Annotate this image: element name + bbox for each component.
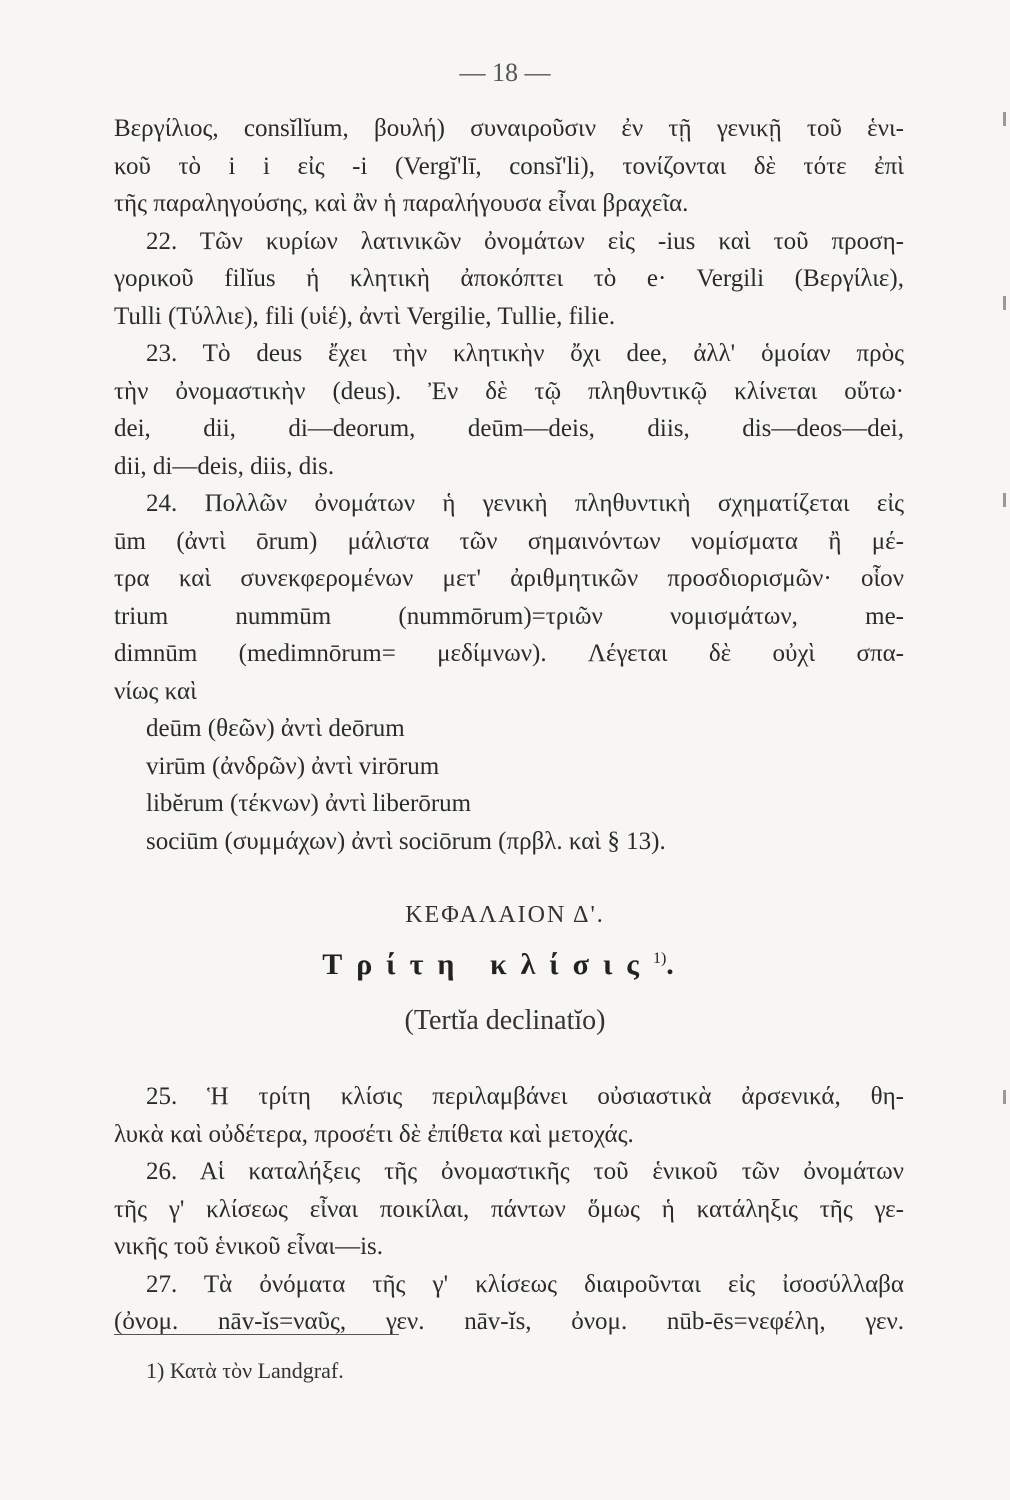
text-line: trium nummūm (nummōrum)=τριῶν νομισμάτων, me- (114, 602, 904, 630)
text-line: τὴν ὀνομαστικὴν (deus). Ἐν δὲ τῷ πληθυντικῷ κλίνεται οὕτω· (114, 377, 904, 405)
footnote (146, 1358, 344, 1384)
paragraph-25-start: 25. Ἡ τρίτη κλίσις περιλαμβάνει οὐσιαστικὰ ἀρσενικά, θη- (146, 1083, 904, 1110)
section-title-text: Τρίτη κλίσις (322, 948, 653, 981)
footnote-text: Κατὰ τὸν Landgraf. (169, 1358, 344, 1383)
paragraph-24-start: 24. Πολλῶν ὀνομάτων ἡ γενικὴ πληθυντικὴ σχηματίζεται εἰς (146, 490, 904, 517)
example-line: sociūm (συμμάχων) ἀντὶ sociōrum (πρβλ. καὶ § 13). (146, 827, 666, 855)
main-text-2 (114, 1078, 904, 1341)
paragraph-26-start: 26. Αἱ καταλήξεις τῆς ὀνομαστικῆς τοῦ ἑνικοῦ τῶν ὀνομάτων (146, 1158, 904, 1185)
text-line: dii, di—deis, diis, dis. (114, 452, 335, 480)
text-line: τῆς γ' κλίσεως εἶναι ποικίλαι, πάντων ὅμως ἡ κατάληξις τῆς γε- (114, 1195, 904, 1223)
text-line: dei, dii, di—deorum, deūm—deis, diis, dis—deos—dei, (114, 415, 904, 442)
text-line: γορικοῦ filĭus ἡ κλητικὴ ἀποκόπτει τὸ e· Vergili (Βεργίλιε), (114, 265, 904, 292)
text-line: τρα καὶ συνεκφερομένων μετ' ἀριθμητικῶν προσδιορισμῶν· οἷον (114, 565, 904, 592)
footnote-marker: 1) (146, 1358, 165, 1383)
text-line: τῆς παραληγούσης, καὶ ἂν ἡ παραλήγουσα εἶναι βραχεῖα. (114, 190, 689, 217)
example-line: deūm (θεῶν) ἀντὶ deōrum (146, 715, 405, 742)
example-line: libĕrum (τέκνων) ἀντὶ liberōrum (146, 790, 472, 817)
page-number: — 18 — (459, 58, 551, 87)
paragraph-27-start: 27. Τὰ ὀνόματα τῆς γ' κλίσεως διαιροῦνται εἰς ἰσοσύλλαβα (146, 1270, 904, 1298)
chapter-heading: ΚΕΦΑΛΑΙΟΝ Δ'. (405, 902, 605, 928)
scan-edge-mark (1003, 112, 1006, 126)
footnote-divider (114, 1334, 399, 1335)
paragraph-22-start: 22. Τῶν κυρίων λατινικῶν ὀνομάτων εἰς -ius καὶ τοῦ προση- (146, 227, 904, 255)
text-line: νίως καὶ (114, 677, 197, 705)
text-line: λυκὰ καὶ οὐδέτερα, προσέτι δὲ ἐπίθετα καὶ μετοχάς. (114, 1120, 634, 1148)
section-title: Τρίτη κλίσις$^{1)}$. (322, 948, 688, 981)
text-line: Βεργίλιος, consĭlĭum, βουλή) συναιροῦσιν ἐν τῇ γενικῇ τοῦ ἑνι- (114, 115, 904, 142)
footnote-reference: 1) (652, 950, 667, 967)
paragraph-23-start: 23. Τὸ deus ἔχει τὴν κλητικὴν ὄχι dee, ἀλλ' ὁμοίαν πρὸς (146, 340, 904, 367)
scan-edge-mark (1003, 1090, 1006, 1104)
text-line: κοῦ τὸ i i εἰς -i (Vergĭ'lī, consĭ'li), τονίζονται δὲ τότε ἐπὶ (114, 152, 904, 180)
text-line: Tulli (Τύλλιε), fili (υἱέ), ἀντὶ Vergilie, Tullie, filie. (114, 302, 616, 330)
latin-subtitle: (Tertĭa declinatĭo) (404, 1005, 606, 1036)
text-line: νικῆς τοῦ ἑνικοῦ εἶναι—is. (114, 1233, 384, 1260)
text-line: dimnūm (medimnōrum= μεδίμνων). Λέγεται δὲ οὐχὶ σπα- (114, 640, 904, 667)
scan-edge-mark (1003, 493, 1006, 507)
text-line: (ὀνομ. nāv-ĭs=ναῦς, γεν. nāv-ĭs, ὀνομ. nūb-ēs=νεφέλη, γεν. (114, 1308, 904, 1335)
example-line: virūm (ἀνδρῶν) ἀντὶ virōrum (146, 752, 440, 780)
scan-edge-mark (1003, 296, 1006, 310)
main-text (114, 110, 904, 860)
text-line: ūm (ἀντὶ ōrum) μάλιστα τῶν σημαινόντων νομίσματα ἢ μέ- (114, 527, 904, 555)
